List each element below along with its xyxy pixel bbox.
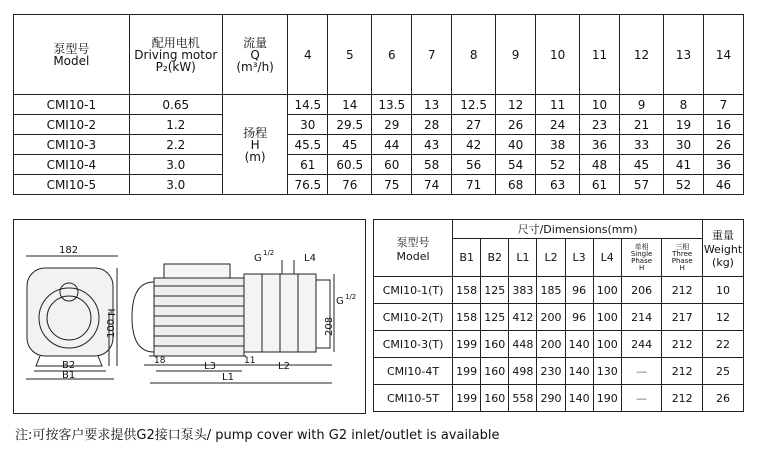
- flow-value: 14: [703, 15, 743, 95]
- head-cell: 26: [703, 135, 743, 155]
- head-cell: 13.5: [372, 95, 412, 115]
- head-cell: 8: [664, 95, 704, 115]
- dim-cell: 498: [509, 358, 537, 385]
- head-cell: 10: [580, 95, 620, 115]
- table-row: [374, 331, 744, 358]
- col-single-phase: 单相 Single Phase H: [621, 239, 662, 277]
- dim-208-label: 208: [324, 316, 335, 336]
- head-cell: 76.5: [288, 175, 328, 195]
- dim-cell: 140: [565, 358, 593, 385]
- performance-table: [13, 14, 744, 195]
- table-row: [14, 175, 744, 195]
- head-cell: 46: [703, 175, 743, 195]
- col-l3: L3: [565, 239, 593, 277]
- head-cell: 14.5: [288, 95, 328, 115]
- flow-value: 6: [372, 15, 412, 95]
- head-cell: 33: [620, 135, 664, 155]
- head-cell: 19: [664, 115, 704, 135]
- footnote: 注:可按客户要求提供G2接口泵头/ pump cover with G2 inlet/outlet is available: [15, 428, 500, 443]
- three-phase-cell: 217: [662, 304, 703, 331]
- three-phase-cell: 212: [662, 385, 703, 412]
- dim-cell: 158: [453, 304, 481, 331]
- pump-drawing-svg: [14, 220, 365, 413]
- head-header: 扬程 H (m): [222, 95, 288, 195]
- dim-182-label: 182: [59, 245, 79, 256]
- col-l1: L1: [509, 239, 537, 277]
- dim-l3-label: L3: [204, 361, 216, 372]
- flow-value: 12: [620, 15, 664, 95]
- head-cell: 42: [452, 135, 496, 155]
- head-cell: 11: [536, 95, 580, 115]
- head-cell: 58: [412, 155, 452, 175]
- table-row: [14, 95, 744, 115]
- dim-cell: 125: [481, 304, 509, 331]
- dim-h-label: H: [107, 308, 118, 316]
- head-cell: 14: [328, 95, 372, 115]
- head-cell: 40: [496, 135, 536, 155]
- three-phase-cell: 212: [662, 358, 703, 385]
- g12-side-label: G: [336, 296, 344, 307]
- dim-model-cell: CMI10-5T: [374, 385, 453, 412]
- g12-side-fraction: 1/2: [345, 293, 357, 301]
- single-phase-cell: 214: [621, 304, 662, 331]
- head-cell: 54: [496, 155, 536, 175]
- power-cell: 1.2: [129, 115, 222, 135]
- table-row: [374, 304, 744, 331]
- head-cell: 45: [328, 135, 372, 155]
- head-cell: 12: [496, 95, 536, 115]
- model-header: 泵型号 Model: [14, 15, 130, 95]
- dim-cell: 130: [593, 358, 621, 385]
- flow-header: 流量 Q (m³/h): [222, 15, 288, 95]
- flow-value: 8: [452, 15, 496, 95]
- dim-cell: 160: [481, 331, 509, 358]
- dim-cell: 140: [565, 331, 593, 358]
- dim-cell: 100: [593, 331, 621, 358]
- power-cell: 3.0: [129, 175, 222, 195]
- dim-cell: 96: [565, 277, 593, 304]
- dimension-table: [373, 219, 744, 412]
- head-cell: 56: [452, 155, 496, 175]
- dim-cell: 230: [537, 358, 565, 385]
- flow-value: 9: [496, 15, 536, 95]
- g12-top-fraction: 1/2: [263, 249, 275, 257]
- head-cell: 24: [536, 115, 580, 135]
- dim-cell: 160: [481, 358, 509, 385]
- model-cell: CMI10-2: [14, 115, 130, 135]
- power-cell: 3.0: [129, 155, 222, 175]
- flow-value: 13: [664, 15, 704, 95]
- head-cell: 60: [372, 155, 412, 175]
- dim-cell: 448: [509, 331, 537, 358]
- table-row: [14, 135, 744, 155]
- head-cell: 12.5: [452, 95, 496, 115]
- head-cell: 9: [620, 95, 664, 115]
- power-cell: 2.2: [129, 135, 222, 155]
- head-cell: 61: [580, 175, 620, 195]
- dim-model-cell: CMI10-4T: [374, 358, 453, 385]
- head-cell: 21: [620, 115, 664, 135]
- head-cell: 48: [580, 155, 620, 175]
- head-cell: 52: [664, 175, 704, 195]
- model-cell: CMI10-4: [14, 155, 130, 175]
- dim-18-label: 18: [154, 356, 166, 366]
- weight-cell: 22: [703, 331, 744, 358]
- col-l2: L2: [537, 239, 565, 277]
- dim-cell: 185: [537, 277, 565, 304]
- dim-l2-label: L2: [278, 361, 290, 372]
- dim-cell: 140: [565, 385, 593, 412]
- dimensions-header: 尺寸/Dimensions(mm): [453, 220, 703, 239]
- head-cell: 16: [703, 115, 743, 135]
- head-cell: 7: [703, 95, 743, 115]
- three-phase-cell: 212: [662, 331, 703, 358]
- model-cell: CMI10-1: [14, 95, 130, 115]
- dim-model-cell: CMI10-2(T): [374, 304, 453, 331]
- head-cell: 60.5: [328, 155, 372, 175]
- head-cell: 74: [412, 175, 452, 195]
- dim-cell: 96: [565, 304, 593, 331]
- g12-top-label: G: [254, 253, 262, 264]
- weight-cell: 12: [703, 304, 744, 331]
- flow-value: 10: [536, 15, 580, 95]
- head-cell: 41: [664, 155, 704, 175]
- head-cell: 61: [288, 155, 328, 175]
- dim-model-cell: CMI10-1(T): [374, 277, 453, 304]
- flow-value: 4: [288, 15, 328, 95]
- head-cell: 52: [536, 155, 580, 175]
- dim-cell: 100: [593, 277, 621, 304]
- head-cell: 71: [452, 175, 496, 195]
- single-phase-cell: —: [621, 385, 662, 412]
- head-cell: 27: [452, 115, 496, 135]
- dim-cell: 158: [453, 277, 481, 304]
- dim-cell: 412: [509, 304, 537, 331]
- dim-l1-label: L1: [222, 372, 234, 383]
- pump-dimension-drawing: [13, 219, 366, 414]
- dim-100-label: 100: [106, 318, 117, 338]
- model-cell: CMI10-5: [14, 175, 130, 195]
- table-row: [14, 155, 744, 175]
- dim-cell: 160: [481, 385, 509, 412]
- power-cell: 0.65: [129, 95, 222, 115]
- col-b1: B1: [453, 239, 481, 277]
- head-cell: 57: [620, 175, 664, 195]
- head-cell: 68: [496, 175, 536, 195]
- head-cell: 75: [372, 175, 412, 195]
- dim-model-cell: CMI10-3(T): [374, 331, 453, 358]
- table-row: [374, 358, 744, 385]
- dim-cell: 199: [453, 385, 481, 412]
- head-cell: 45: [620, 155, 664, 175]
- single-phase-cell: 244: [621, 331, 662, 358]
- dim-cell: 190: [593, 385, 621, 412]
- dim-b1-label: B1: [62, 370, 76, 381]
- dim-cell: 125: [481, 277, 509, 304]
- weight-cell: 10: [703, 277, 744, 304]
- head-cell: 29.5: [328, 115, 372, 135]
- dim-b2-label: B2: [62, 360, 76, 371]
- flow-value: 7: [412, 15, 452, 95]
- weight-cell: 25: [703, 358, 744, 385]
- table-row: [374, 277, 744, 304]
- dim-model-header: 泵型号 Model: [374, 220, 453, 277]
- head-cell: 28: [412, 115, 452, 135]
- head-cell: 38: [536, 135, 580, 155]
- head-cell: 36: [580, 135, 620, 155]
- head-cell: 29: [372, 115, 412, 135]
- single-phase-cell: —: [621, 358, 662, 385]
- head-cell: 30: [288, 115, 328, 135]
- head-cell: 26: [496, 115, 536, 135]
- dim-cell: 290: [537, 385, 565, 412]
- dim-cell: 383: [509, 277, 537, 304]
- dim-cell: 199: [453, 331, 481, 358]
- table-row: [374, 385, 744, 412]
- dim-cell: 200: [537, 304, 565, 331]
- single-phase-cell: 206: [621, 277, 662, 304]
- three-phase-cell: 212: [662, 277, 703, 304]
- col-l4: L4: [593, 239, 621, 277]
- dim-cell: 200: [537, 331, 565, 358]
- weight-cell: 26: [703, 385, 744, 412]
- head-cell: 76: [328, 175, 372, 195]
- table-row: [14, 115, 744, 135]
- weight-header: 重量 Weight (kg): [703, 220, 744, 277]
- head-cell: 44: [372, 135, 412, 155]
- dim-cell: 100: [593, 304, 621, 331]
- model-cell: CMI10-3: [14, 135, 130, 155]
- head-cell: 36: [703, 155, 743, 175]
- dim-cell: 558: [509, 385, 537, 412]
- head-cell: 23: [580, 115, 620, 135]
- motor-header: 配用电机 Driving motor P₂(kW): [129, 15, 222, 95]
- head-cell: 63: [536, 175, 580, 195]
- head-cell: 43: [412, 135, 452, 155]
- col-three-phase: 三相 Three Phase H: [662, 239, 703, 277]
- flow-value: 5: [328, 15, 372, 95]
- dim-cell: 199: [453, 358, 481, 385]
- head-cell: 30: [664, 135, 704, 155]
- flow-value: 11: [580, 15, 620, 95]
- col-b2: B2: [481, 239, 509, 277]
- head-cell: 45.5: [288, 135, 328, 155]
- dim-11-label: 11: [244, 356, 256, 366]
- dim-l4-label: L4: [304, 253, 316, 264]
- head-cell: 13: [412, 95, 452, 115]
